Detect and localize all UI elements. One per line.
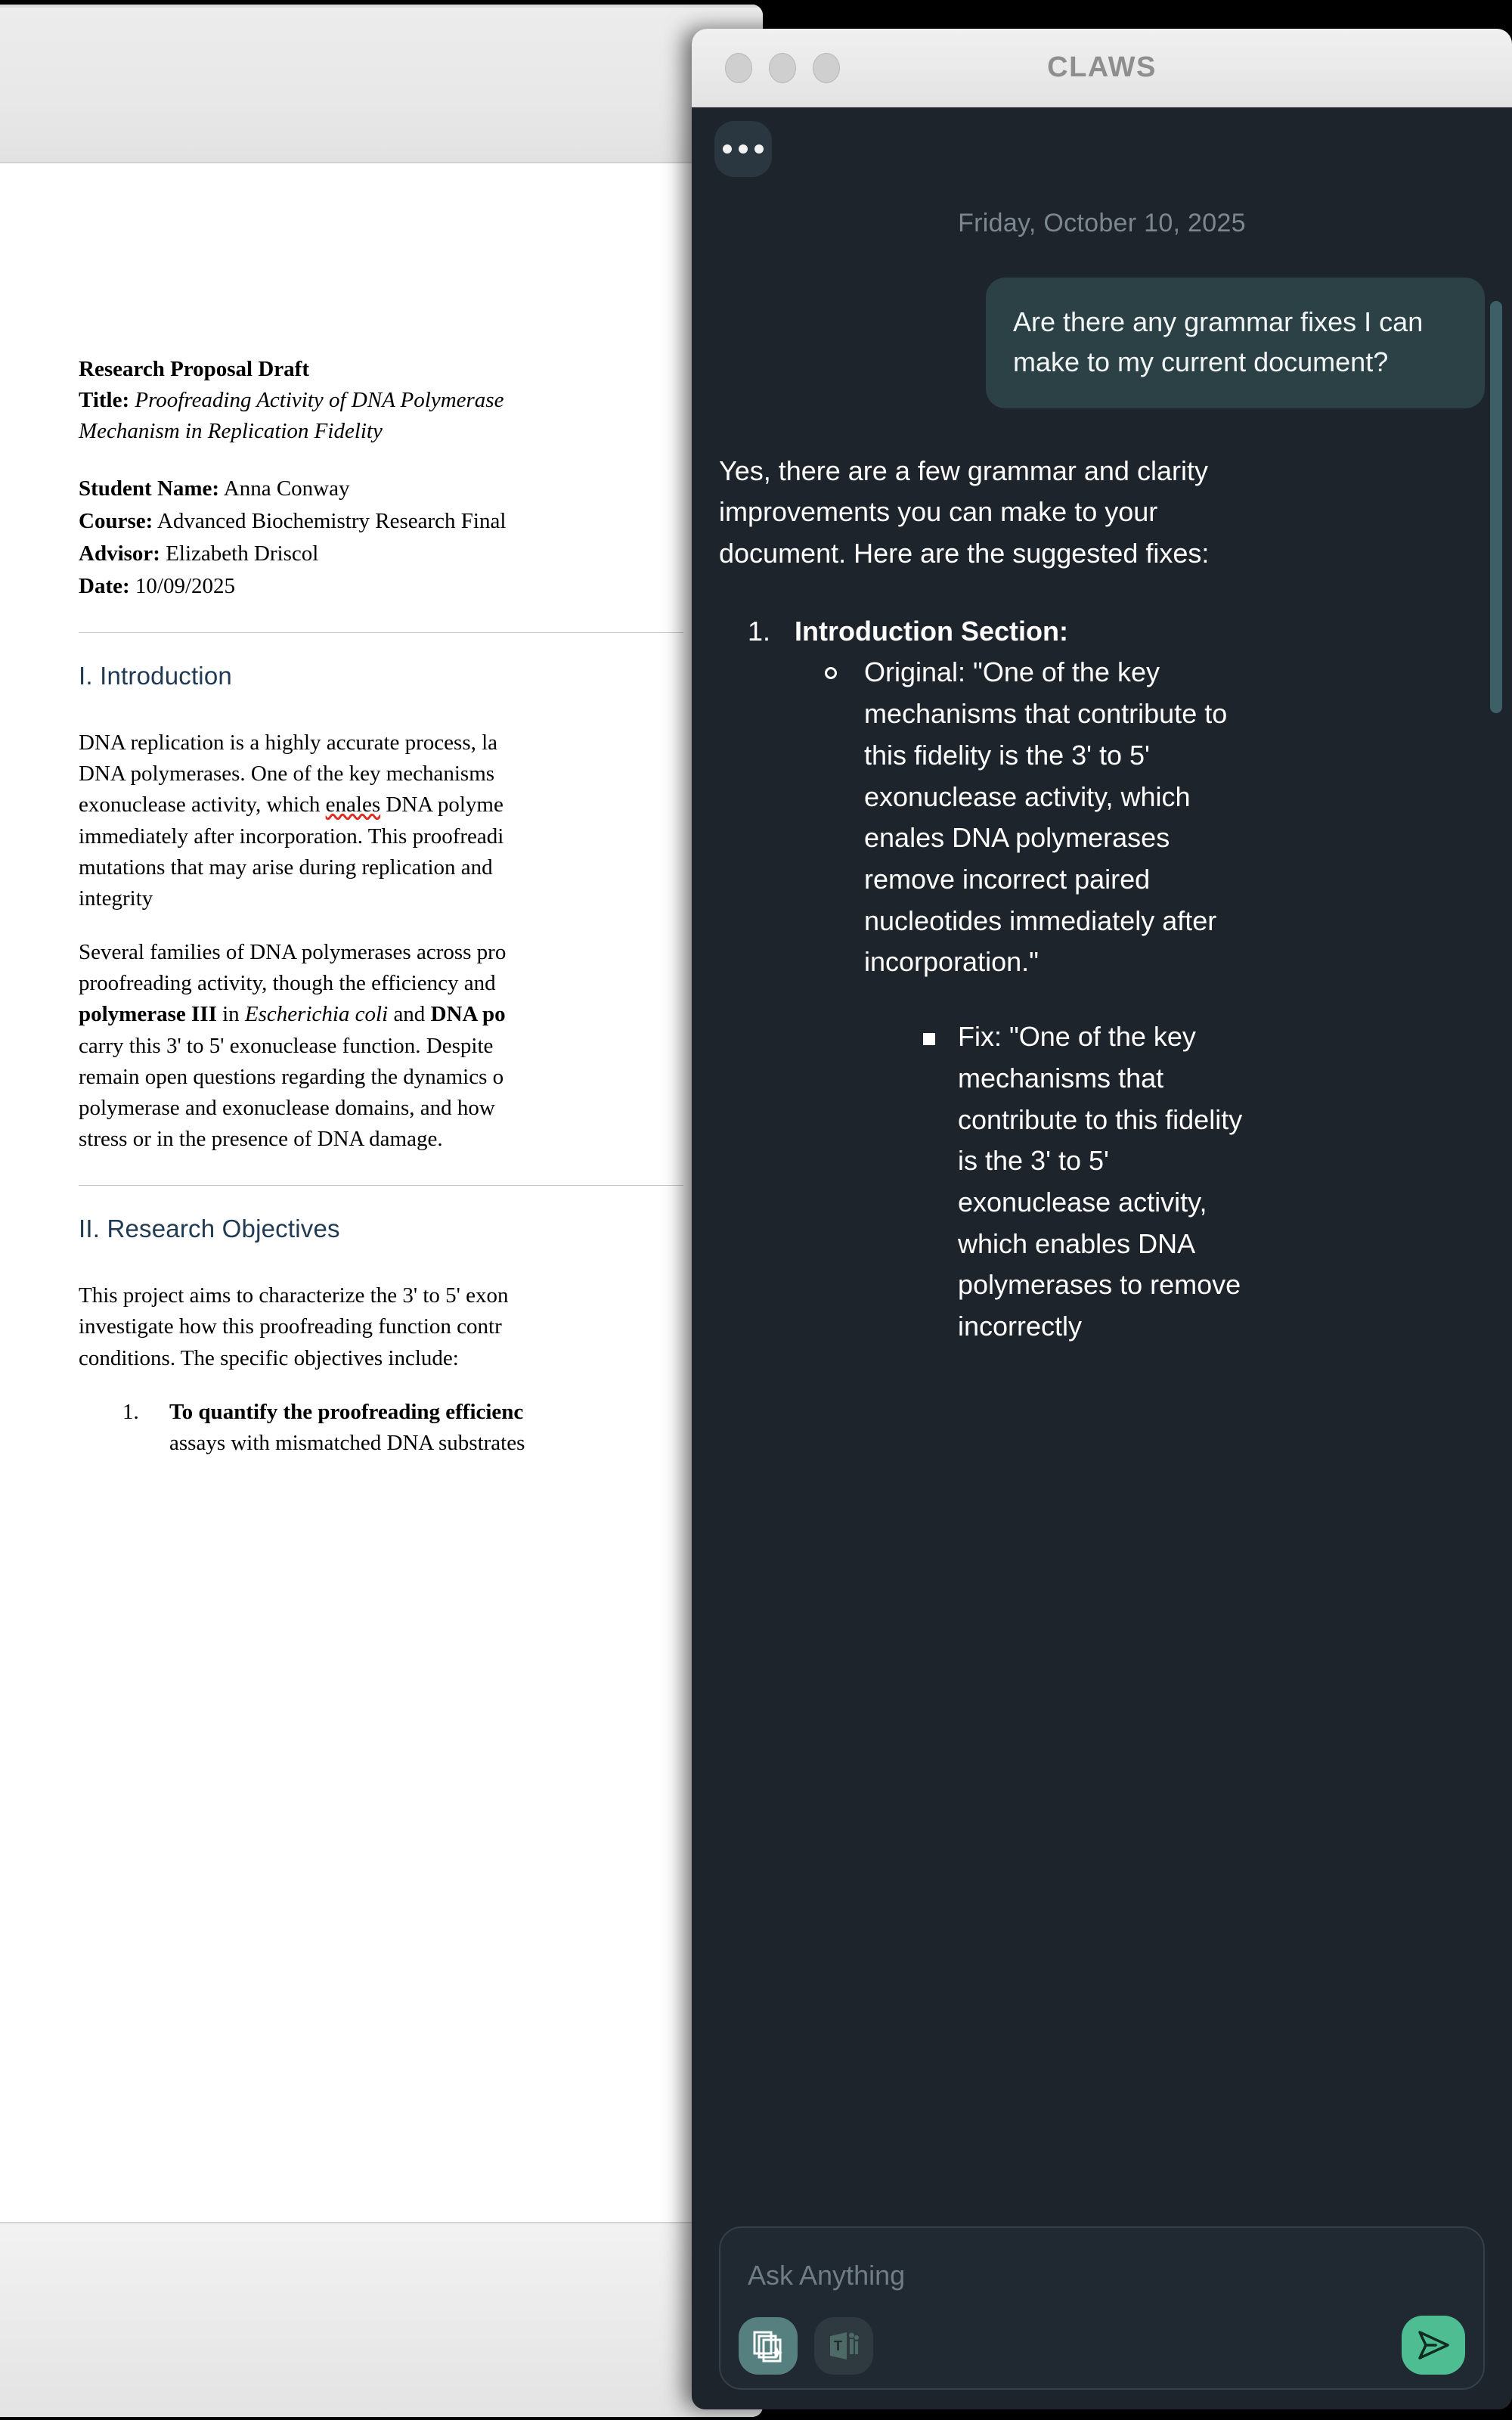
assistant-intro-text: Yes, there are a few grammar and clarity improvements you can make to your document. Here are the suggested fixes:	[719, 455, 1210, 569]
circle-bullet-icon	[825, 667, 837, 679]
minimize-button[interactable]	[769, 53, 796, 83]
attach-documents-button[interactable]	[739, 2317, 798, 2375]
document-status-bar	[0, 2222, 763, 2417]
claws-title-bar[interactable]	[692, 29, 1512, 107]
section-divider-1	[79, 632, 683, 633]
section-heading-research-objectives: II. Research Objectives	[79, 1215, 340, 1243]
objectives-intro-paragraph	[79, 1280, 706, 1374]
title-value-line2: Mechanism in Replication Fidelity	[79, 419, 383, 444]
fix-text-item	[911, 1016, 1268, 1348]
original-text: Original: "One of the key mechanisms that contribute to this fidelity is the 3' to 5' exonuclease activity, which enales DNA polymerases remove incorrect paired nucleotides immediately after incorporation."	[864, 656, 1228, 978]
section-heading-introduction: I. Introduction	[79, 662, 232, 690]
para2-line-5: remain open questions regarding the dynamics o	[79, 1064, 504, 1089]
objectives-line-2: investigate how this proofreading function contr	[79, 1314, 502, 1339]
intro-text-1: DNA replication is a highly accurate process, la	[79, 731, 498, 755]
claws-app-title: CLAWS	[1047, 51, 1157, 83]
fix-text: Fix: "One of the key mechanisms that contribute to this fidelity is the 3' to 5' exonuclease activity, which enables DNA polymerases to remove incorrectly	[958, 1021, 1243, 1342]
objectives-line-3: conditions. The specific objectives include:	[79, 1345, 459, 1370]
chat-message-list[interactable]	[692, 175, 1512, 2226]
advisor-label: Advisor:	[79, 541, 160, 566]
close-button[interactable]	[725, 53, 752, 83]
more-options-button[interactable]	[714, 121, 772, 177]
title-value-line1: Proofreading Activity of DNA Polymerase	[135, 388, 504, 413]
intro-text-3b: DNA polyme	[380, 793, 503, 818]
claws-window	[692, 29, 1512, 2409]
introduction-paragraph-1	[79, 728, 706, 914]
advisor-value: Elizabeth Driscol	[166, 541, 319, 566]
claws-body	[692, 107, 1512, 2409]
para2-line3-mid: in	[216, 1002, 245, 1027]
document-header-label	[79, 354, 706, 385]
document-header-text: Research Proposal Draft	[79, 357, 309, 381]
para2-line-7: stress or in the presence of DNA damage.	[79, 1127, 443, 1152]
claws-top-bar	[692, 107, 1512, 175]
objectives-line-1: This project aims to characterize the 3' to 5' exon	[79, 1283, 509, 1308]
document-window-top-edge	[0, 5, 763, 8]
message-composer[interactable]	[719, 2226, 1485, 2390]
documents-stack-icon	[752, 2329, 784, 2363]
intro-text-2: DNA polymerases. One of the key mechanisms	[79, 762, 500, 786]
para2-bold-dna-pol: DNA po	[430, 1002, 506, 1027]
objective-list-item	[122, 1397, 706, 1459]
assistant-message	[719, 451, 1485, 1348]
student-name-label: Student Name:	[79, 476, 220, 501]
intro-text-3a: exonuclease activity, which	[79, 793, 326, 818]
misspelled-word[interactable]: enales	[325, 793, 381, 818]
para2-line-4: carry this 3' to 5' exonuclease function. Despite	[79, 1033, 499, 1058]
microsoft-teams-button[interactable]	[814, 2317, 873, 2375]
para2-line-1: Several families of DNA polymerases across pro	[79, 940, 507, 965]
student-name-value: Anna Conway	[223, 476, 350, 501]
introduction-paragraph-2	[79, 937, 706, 1155]
course-label: Course:	[79, 508, 153, 533]
intro-text-6: integrity	[79, 886, 153, 911]
course-row	[79, 506, 706, 537]
document-window	[0, 5, 763, 2417]
more-dot-icon	[754, 144, 764, 154]
objective-bold-text: To quantify the proofreading efficienc	[169, 1399, 524, 1424]
date-value: 10/09/2025	[135, 574, 236, 599]
fix-section-item	[748, 611, 1485, 1348]
course-value: Advanced Biochemistry Research Final	[156, 508, 507, 533]
chat-date-divider: Friday, October 10, 2025	[958, 209, 1246, 237]
document-page[interactable]	[0, 165, 763, 2222]
send-button[interactable]	[1402, 2316, 1465, 2375]
intro-text-5: mutations that may arise during replication and	[79, 855, 498, 880]
user-message-row	[719, 278, 1485, 408]
message-input[interactable]: Ask Anything	[748, 2260, 906, 2291]
more-dot-icon	[723, 144, 732, 154]
objective-number: 1.	[122, 1399, 139, 1424]
document-metadata-block	[79, 473, 706, 603]
date-label: Date:	[79, 574, 130, 599]
para2-bold-polymerase-iii: polymerase III	[79, 1002, 217, 1027]
intro-text-4: immediately after incorporation. This proofreadi	[79, 824, 504, 849]
para2-italic-ecoli: Escherichia coli	[244, 1002, 389, 1027]
title-label: Title:	[79, 388, 130, 413]
fix-section-number: 1.	[748, 615, 771, 647]
document-content	[79, 354, 706, 1469]
fix-text-list	[911, 1016, 1268, 1348]
objective-rest-text: assays with mismatched DNA substrates	[169, 1430, 525, 1455]
fix-section-title: Introduction Section:	[795, 615, 1068, 647]
teams-icon	[827, 2330, 860, 2362]
square-bullet-icon	[923, 1033, 935, 1045]
objectives-list	[122, 1397, 706, 1459]
composer-toolbar	[739, 2317, 873, 2375]
chat-scrollbar-thumb[interactable]	[1490, 301, 1502, 713]
section-divider-2	[79, 1185, 683, 1186]
original-text-list	[814, 652, 1485, 1348]
date-row	[79, 571, 706, 602]
original-text-item	[814, 652, 1268, 1348]
student-name-row	[79, 473, 706, 504]
para2-line3-mid2: and	[388, 1002, 431, 1027]
maximize-button[interactable]	[813, 53, 840, 83]
svg-text:T: T	[834, 2338, 842, 2353]
send-paper-plane-icon	[1416, 2329, 1451, 2361]
document-ribbon[interactable]	[0, 5, 763, 163]
window-controls	[725, 53, 840, 83]
user-message-bubble: Are there any grammar fixes I can make to my current document?	[986, 278, 1485, 408]
para2-line-2: proofreading activity, though the efficiency and	[79, 971, 501, 996]
chat-scrollbar-track[interactable]	[1494, 180, 1507, 2220]
document-title-line1	[79, 385, 706, 416]
more-dot-icon	[739, 144, 748, 154]
para2-line-6: polymerase and exonuclease domains, and how	[79, 1095, 501, 1120]
advisor-row	[79, 538, 706, 569]
document-heading-block	[79, 354, 706, 448]
suggested-fixes-list	[748, 611, 1485, 1348]
